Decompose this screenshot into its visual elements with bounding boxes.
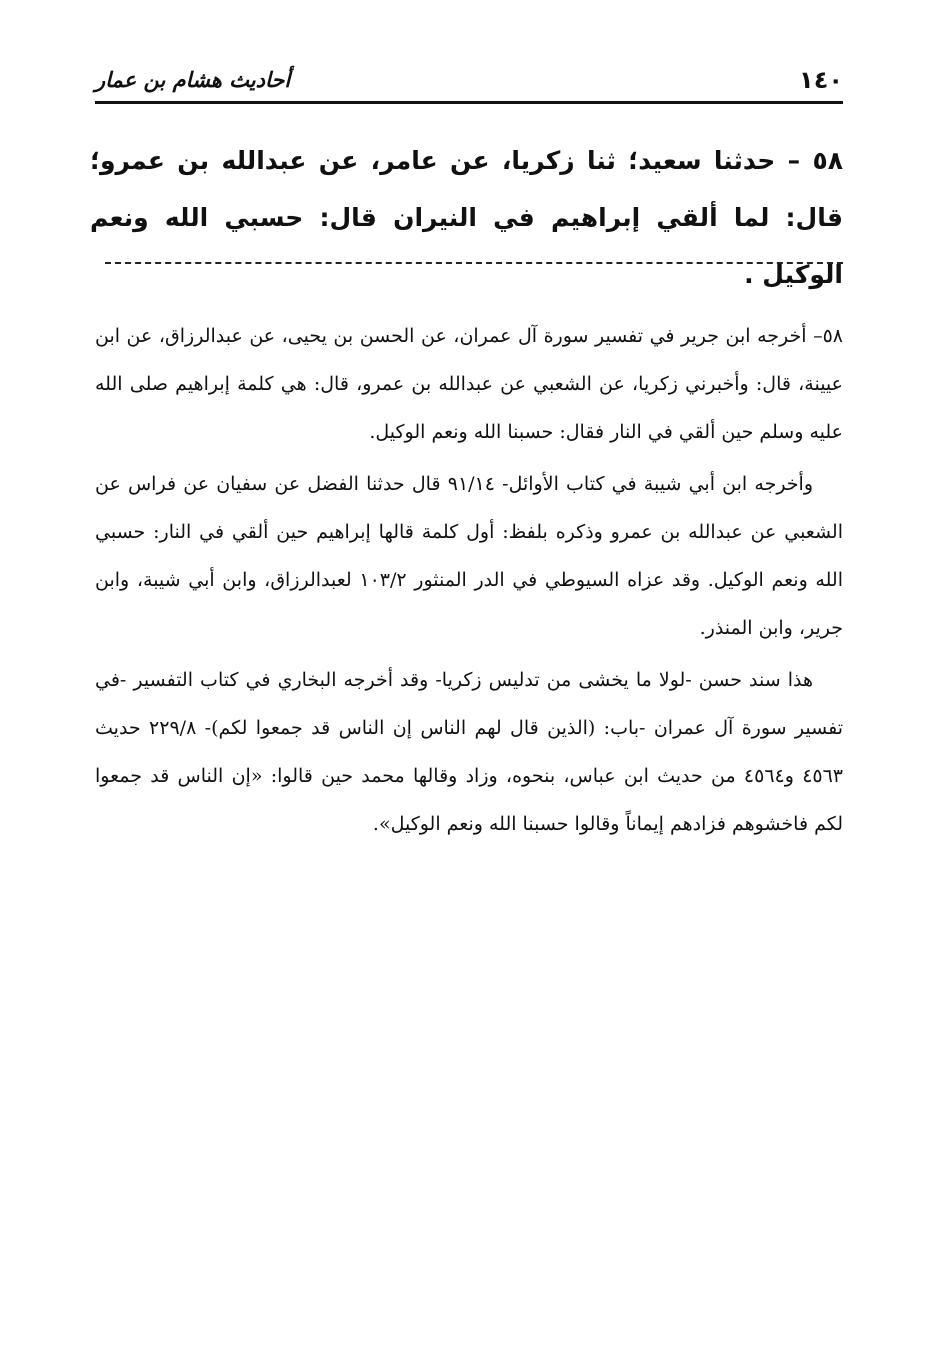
commentary-section	[95, 312, 843, 852]
commentary-paragraph: ٥٨– أخرجه ابن جرير في تفسير سورة آل عمران، عن الحسن بن يحيى، عن عبدالرزاق، عن ابن عيينة، قال: وأخبرني زكريا، عن الشعبي عن عبدالله بن عمرو، قال: هي كلمة إبراهيم صلى الله عليه وسلم حين ألقي في النار فقال: حسبنا الله ونعم الوكيل.	[95, 325, 843, 443]
commentary-paragraph: هذا سند حسن -لولا ما يخشى من تدليس زكريا- وقد أخرجه البخاري في كتاب التفسير -في تفسير سورة آل عمران -باب: (الذين قال لهم الناس إن الناس قد جمعوا لكم)- ٢٢٩/٨ حديث ٤٥٦٣ و٤٥٦٤ من حديث ابن عباس، بنحوه، وزاد وقالها محمد حين قالوا: «إن الناس قد جمعوا لكم فاخشوهم فزادهم إيماناً وقالوا حسبنا الله ونعم الوكيل».	[95, 669, 844, 835]
page-number: ١٤٠	[799, 66, 843, 94]
header-rule	[95, 101, 843, 104]
hadith-text: ٥٨ – حدثنا سعيد؛ ثنا زكريا، عن عامر، عن عبدالله بن عمرو؛ قال: لما ألقي إبراهيم في النيران قال: حسبي الله ونعم الوكيل .	[90, 146, 843, 289]
running-title: أحاديث هشام بن عمار	[95, 68, 291, 92]
commentary-paragraph: وأخرجه ابن أبي شيبة في كتاب الأوائل- ٩١/١٤ قال حدثنا الفضل عن سفيان عن فراس عن الشعبي عن عبدالله بن عمرو وذكره بلفظ: أول كلمة قالها إبراهيم حين ألقي في النار: حسبي الله ونعم الوكيل. وقد عزاه السيوطي في الدر المنثور ١٠٣/٢ لعبدالرزاق، وابن أبي شيبة، وابن جرير، وابن المنذر.	[95, 473, 843, 639]
page-header	[95, 60, 843, 100]
dashed-separator	[105, 262, 843, 264]
